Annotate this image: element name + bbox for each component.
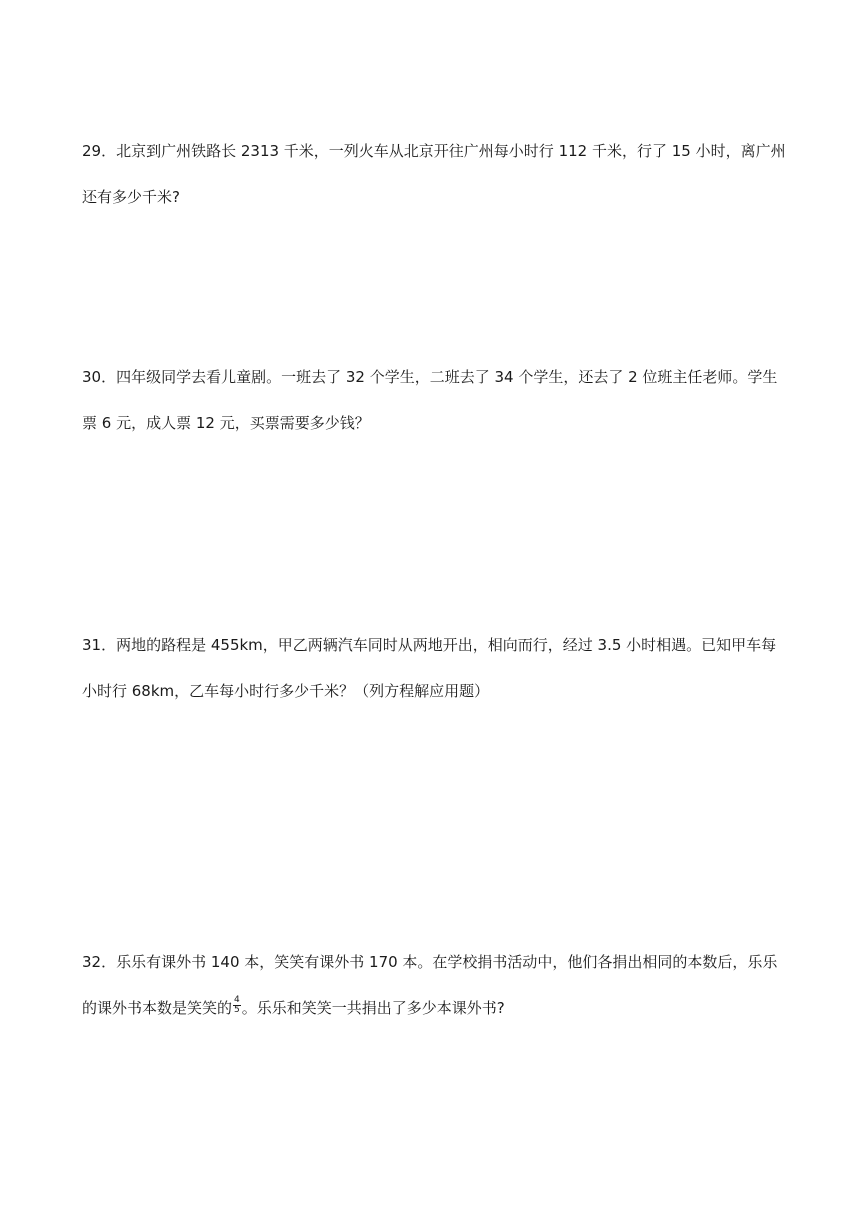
question-32-line-2-before: 的课外书本数是笑笑的 [82, 999, 233, 1017]
fraction-four-fifths [233, 996, 241, 1015]
question-29-line-2: 还有多少千米? [82, 188, 180, 206]
question-30 [82, 354, 782, 446]
question-32-line-2-after: 。乐乐和笑笑一共捐出了多少本课外书? [241, 999, 505, 1017]
question-32-line-1: 32．乐乐有课外书 140 本，笑笑有课外书 170 本。在学校捐书活动中，他们各捐出相同的本数后，乐乐 [82, 953, 778, 971]
question-32 [82, 939, 782, 1031]
question-31-line-2: 小时行 68km，乙车每小时行多少千米？（列方程解应用题） [82, 682, 490, 700]
question-29-line-1: 29．北京到广州铁路长 2313 千米，一列火车从北京开往广州每小时行 112 千米，行了 15 小时，离广州 [82, 142, 786, 160]
fraction-numerator: 4 [234, 995, 240, 1005]
question-31 [82, 622, 782, 714]
question-30-line-2: 票 6 元，成人票 12 元，买票需要多少钱？ [82, 414, 370, 432]
fraction-denominator: 5 [234, 1005, 240, 1015]
question-30-line-1: 30．四年级同学去看儿童剧。一班去了 32 个学生，二班去了 34 个学生，还去了 2 位班主任老师。学生 [82, 368, 778, 386]
question-31-line-1: 31．两地的路程是 455km，甲乙两辆汽车同时从两地开出，相向而行，经过 3.5 小时相遇。已知甲车每 [82, 636, 777, 654]
question-32-line-2 [82, 985, 782, 1031]
question-29 [82, 128, 786, 220]
